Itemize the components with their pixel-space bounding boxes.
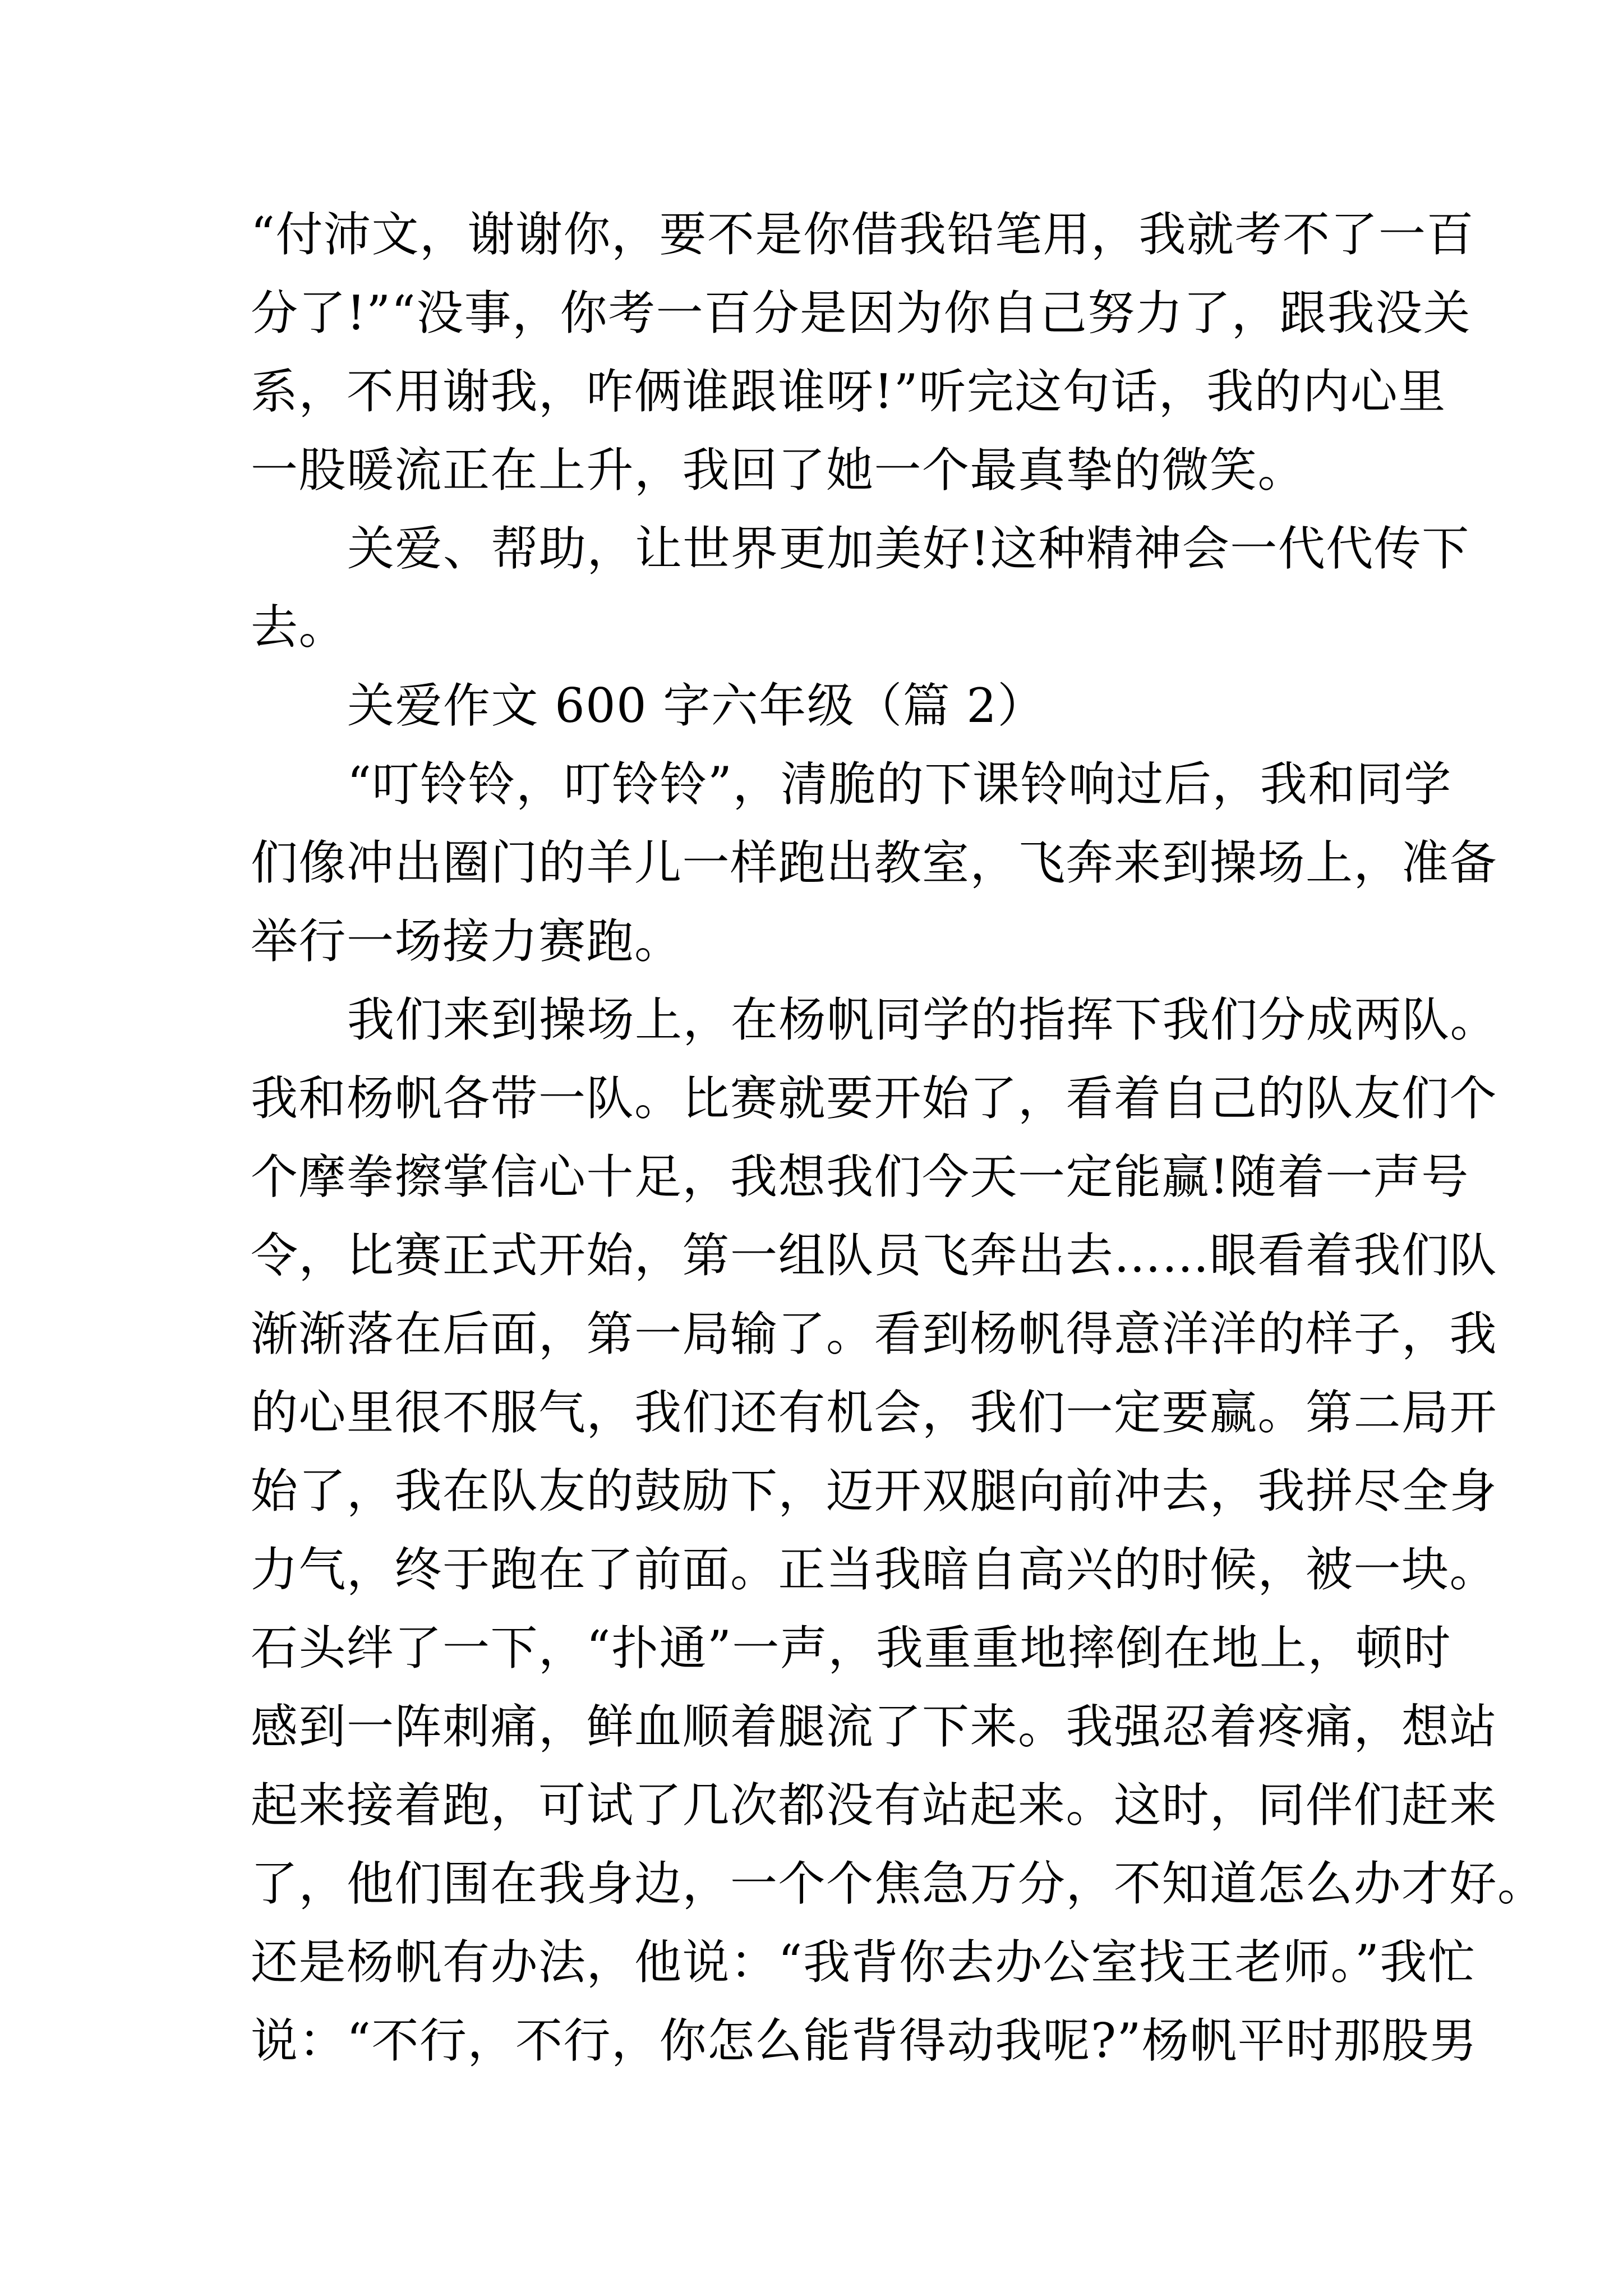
text-line: 一股暖流正在上升，我回了她一个最真挚的微笑。	[251, 443, 1306, 498]
text-line: 渐渐落在后面，第一局输了。看到杨帆得意洋洋的样子，我	[251, 1306, 1498, 1361]
text-line: “叮铃铃，叮铃铃”，清脆的下课铃响过后，我和同学	[347, 757, 1452, 812]
paragraph-3	[251, 745, 1498, 981]
document-page	[251, 195, 1546, 2080]
text-line: 的心里很不服气，我们还有机会，我们一定要赢。第二局开	[251, 1385, 1498, 1440]
text-line: 我和杨帆各带一队。比赛就要开始了，看着自己的队友们个	[251, 1071, 1498, 1126]
text-line: 令，比赛正式开始，第一组队员飞奔出去……眼看着我们队	[251, 1228, 1498, 1283]
paragraph-1	[251, 195, 1474, 509]
text-line: 石头绊了一下，“扑通”一声，我重重地摔倒在地上，顿时	[251, 1621, 1451, 1676]
text-line: 还是杨帆有办法，他说：“我背你去办公室找王老师。”我忙	[251, 1935, 1476, 1990]
text-line: “付沛文，谢谢你，要不是你借我铅笔用，我就考不了一百	[251, 207, 1474, 262]
paragraph-4	[251, 981, 1546, 2080]
text-line: 我们来到操场上，在杨帆同学的指挥下我们分成两队。	[347, 992, 1498, 1047]
text-line: 系，不用谢我，咋俩谁跟谁呀!”听完这句话，我的内心里	[251, 364, 1446, 419]
text-line: 始了，我在队友的鼓励下，迈开双腿向前冲去，我拼尽全身	[251, 1464, 1498, 1519]
text-line: 说：“不行，不行，你怎么能背得动我呢?”杨帆平时那股男	[251, 2013, 1478, 2068]
text-line: 了，他们围在我身边，一个个焦急万分，不知道怎么办才好。	[251, 1856, 1546, 1911]
text-line: 分了!”“没事，你考一百分是因为你自己努力了，跟我没关	[251, 286, 1472, 341]
text-line: 力气，终于跑在了前面。正当我暗自高兴的时候，被一块。	[251, 1542, 1498, 1597]
text-line: 关爱、帮助，让世界更加美好!这种精神会一代代传下	[347, 521, 1470, 576]
text-line: 去。	[251, 600, 347, 655]
paragraph-2	[251, 509, 1470, 666]
section-heading	[251, 666, 1384, 745]
text-line: 起来接着跑，可试了几次都没有站起来。这时，同伴们赶来	[251, 1778, 1498, 1833]
text-line: 举行一场接力赛跑。	[251, 914, 683, 969]
text-line: 们像冲出圈门的羊儿一样跑出教室，飞奔来到操场上，准备	[251, 835, 1498, 890]
text-line: 感到一阵刺痛，鲜血顺着腿流了下来。我强忍着疼痛，想站	[251, 1699, 1498, 1754]
section-title: 关爱作文 600 字六年级（篇 2）	[347, 678, 1045, 733]
text-line: 个摩拳擦掌信心十足，我想我们今天一定能赢!随着一声号	[251, 1149, 1469, 1204]
